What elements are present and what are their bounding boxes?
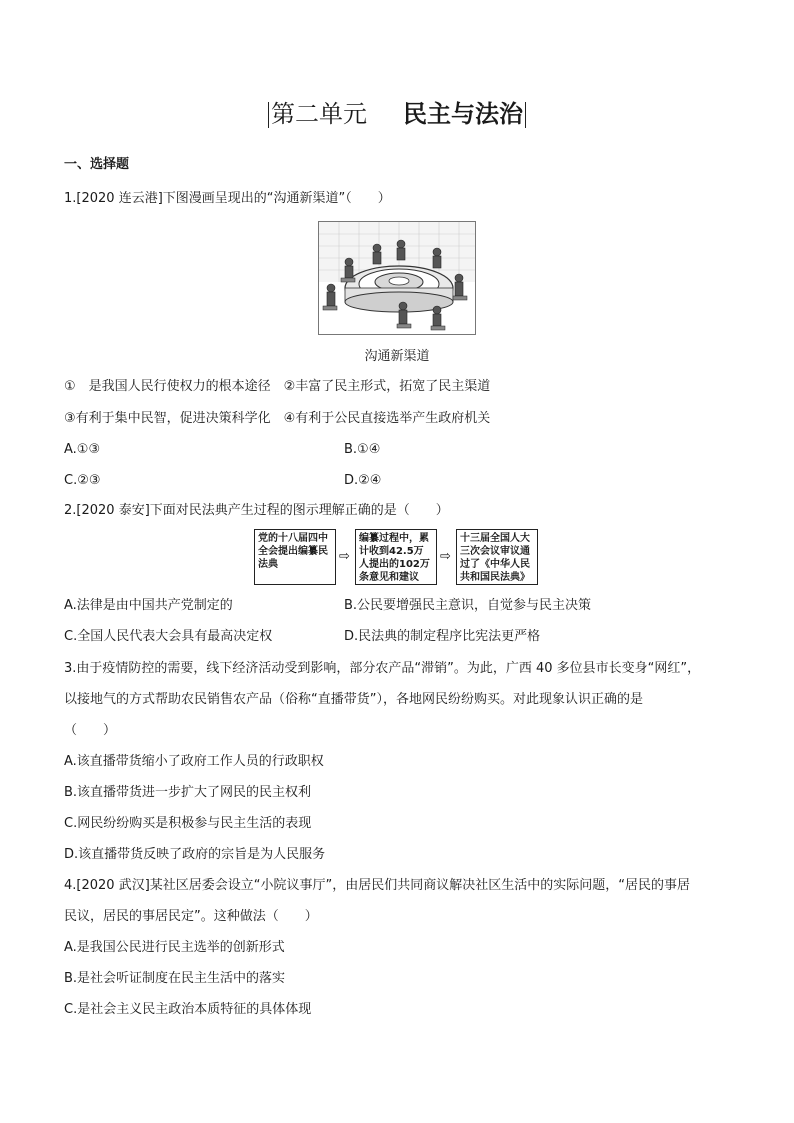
q1-statements-line1: ① 是我国人民行使权力的根本途径 ②丰富了民主形式，拓宽了民主渠道 — [64, 379, 491, 394]
q2-option-a[interactable]: A.法律是由中国共产党制定的 — [64, 598, 233, 613]
unit-title: 第二单元 — [271, 100, 367, 128]
topic-title: 民主与法治 — [403, 100, 523, 128]
q1-option-a[interactable]: A.①③ — [64, 442, 101, 457]
flow-step-2: 编纂过程中，累计收到42.5万人提出的102万条意见和建议 — [355, 529, 437, 585]
q1-option-d[interactable]: D.②④ — [344, 473, 382, 488]
q1-statements-line2: ③有利于集中民智，促进决策科学化 ④有利于公民直接选举产生政府机关 — [64, 411, 491, 426]
title-left-bar — [268, 102, 269, 128]
q2-option-c[interactable]: C.全国人民代表大会具有最高决定权 — [64, 629, 273, 644]
q3-option-d[interactable]: D.该直播带货反映了政府的宗旨是为人民服务 — [64, 847, 326, 862]
q3-stem-line2: 以接地气的方式帮助农民销售农产品（俗称“直播带货”），各地网民纷纷购买。对此现象认识正确的是 — [64, 692, 643, 707]
q1-stem: 1.[2020 连云港]下图漫画呈现出的“沟通新渠道”（ ） — [64, 191, 391, 206]
flow-diagram — [254, 529, 538, 587]
q4-option-c[interactable]: C.是社会主义民主政治本质特征的具体体现 — [64, 1002, 312, 1017]
q2-option-b[interactable]: B.公民要增强民主意识，自觉参与民主决策 — [344, 598, 592, 613]
flow-arrow-1: ⇨ — [339, 549, 350, 564]
flow-step-3: 十三届全国人大三次会议审议通过了《中华人民共和国民法典》 — [456, 529, 538, 585]
q4-stem-line2: 民议，居民的事居民定”。这种做法（ ） — [64, 909, 318, 924]
q3-option-a[interactable]: A.该直播带货缩小了政府工作人员的行政职权 — [64, 754, 324, 769]
flow-arrow-2: ⇨ — [440, 549, 451, 564]
q1-option-b[interactable]: B.①④ — [344, 442, 381, 457]
q2-stem: 2.[2020 泰安]下面对民法典产生过程的图示理解正确的是（ ） — [64, 503, 449, 518]
q1-option-c[interactable]: C.②③ — [64, 473, 101, 488]
q4-option-b[interactable]: B.是社会听证制度在民主生活中的落实 — [64, 971, 286, 986]
page-title — [0, 98, 794, 130]
q3-stem-line3: （ ） — [64, 723, 117, 738]
q3-stem-line1: 3.由于疫情防控的需要，线下经济活动受到影响，部分农产品“滞销”。为此，广西 40 多位县市长变身“网红”， — [64, 661, 701, 676]
q2-option-d[interactable]: D.民法典的制定程序比宪法更严格 — [344, 629, 541, 644]
cartoon-caption: 沟通新渠道 — [364, 349, 430, 364]
q3-option-b[interactable]: B.该直播带货进一步扩大了网民的民主权利 — [64, 785, 312, 800]
q3-option-c[interactable]: C.网民纷纷购买是积极参与民主生活的表现 — [64, 816, 312, 831]
section-heading: 一、选择题 — [64, 157, 130, 172]
q4-option-a[interactable]: A.是我国公民进行民主选举的创新形式 — [64, 940, 285, 955]
flow-step-1: 党的十八届四中全会提出编纂民法典 — [254, 529, 336, 585]
cartoon-illustration — [319, 222, 475, 334]
cartoon-image — [318, 221, 476, 335]
q4-stem-line1: 4.[2020 武汉]某社区居委会设立“小院议事厅”，由居民们共同商议解决社区生活中的实际问题，“居民的事居 — [64, 878, 690, 893]
title-right-bar — [525, 102, 526, 128]
